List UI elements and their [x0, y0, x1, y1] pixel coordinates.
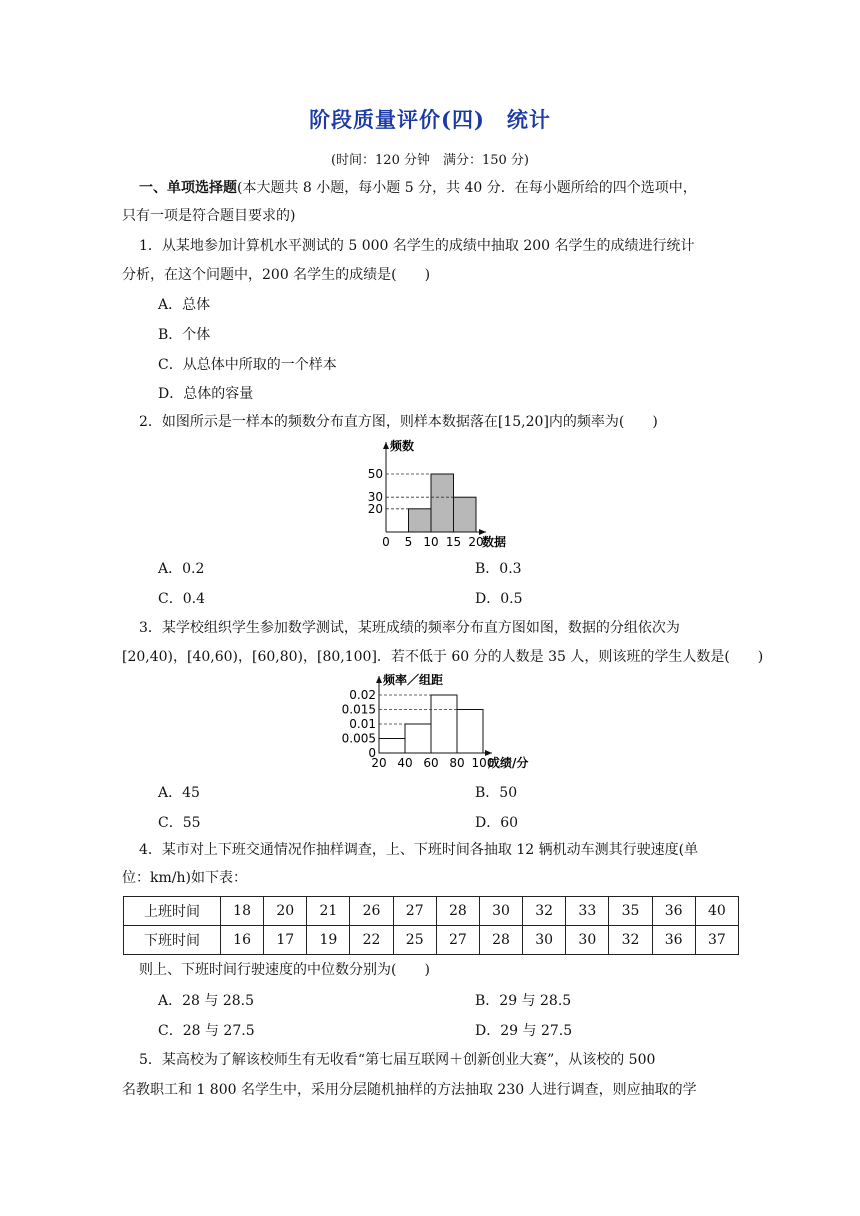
y-tick-label: 50	[367, 467, 383, 481]
y-tick-label: 0	[368, 746, 376, 760]
histogram-bar	[454, 497, 477, 532]
section-heading: 一、单项选择题	[139, 180, 237, 196]
table-cell: 21	[307, 897, 350, 926]
page-title: 阶段质量评价(四) 统计	[309, 107, 551, 132]
q3-option-d: D．60	[475, 815, 519, 831]
histogram-bar	[431, 695, 457, 753]
x-tick-label: 15	[445, 535, 462, 549]
q2-stem: 2．如图所示是一样本的频数分布直方图，则样本数据落在[15,20]内的频率为( )	[139, 414, 658, 430]
histogram-bar	[409, 509, 432, 532]
table-cell: 40	[695, 897, 738, 926]
y-axis-label: 频率／组距	[383, 673, 444, 687]
x-tick-label: 20	[468, 535, 484, 549]
y-tick-label: 20	[367, 501, 383, 516]
table-cell: 17	[264, 926, 307, 955]
table-cell: 37	[695, 926, 738, 955]
table-cell: 33	[566, 897, 609, 926]
q3-stem-cont: [20,40)，[40,60)，[60,80)，[80,100]．若不低于 60 分的人数是 35 人，则该班的学生人数是( )	[122, 649, 764, 665]
x-tick-label: 80	[449, 756, 465, 770]
q3-option-a: A．45	[158, 785, 200, 801]
table-cell: 18	[221, 897, 264, 926]
q1-stem: 1．从某地参加计算机水平测试的 5 000 名学生的成绩中抽取 200 名学生的成绩进行统计	[139, 238, 695, 254]
table-cell: 32	[523, 897, 566, 926]
q4-stem: 4．某市对上下班交通情况作抽样调查，上、下班时间各抽取 12 辆机动车测其行驶速度(单	[139, 842, 699, 858]
q1-option-d: D．总体的容量	[158, 386, 254, 402]
x-axis-label: 成绩/分	[488, 756, 529, 770]
histogram-bar	[405, 724, 431, 753]
table-cell: 27	[393, 897, 436, 926]
q5-stem: 5．某高校为了解该校师生有无收看“第七届互联网＋创新创业大赛”，从该校的 500	[139, 1052, 656, 1068]
histogram-bar	[379, 739, 405, 754]
y-axis-label: 频数	[390, 439, 415, 453]
q1-stem-cont: 分析，在这个问题中，200 名学生的成绩是( )	[122, 267, 431, 283]
table-row	[124, 897, 739, 926]
table-cell: 30	[523, 926, 566, 955]
y-tick-label: 0.02	[349, 688, 376, 702]
q3-option-b: B．50	[475, 785, 518, 801]
table-cell: 16	[221, 926, 264, 955]
table-cell: 30	[479, 897, 522, 926]
table-cell: 26	[350, 897, 393, 926]
table-row	[124, 926, 739, 955]
speed-table	[123, 896, 739, 955]
table-cell: 30	[566, 926, 609, 955]
table-cell: 36	[652, 897, 695, 926]
q2-option-d: D．0.5	[475, 591, 523, 607]
table-cell: 35	[609, 897, 652, 926]
q3-option-c: C．55	[158, 815, 201, 831]
q4-question: 则上、下班时间行驶速度的中位数分别为( )	[139, 962, 430, 978]
table-cell: 22	[350, 926, 393, 955]
x-tick-label: 100	[471, 756, 495, 770]
row-label: 下班时间	[124, 926, 221, 955]
table-cell: 25	[393, 926, 436, 955]
q1-option-b: B．个体	[158, 327, 211, 343]
q2-option-b: B．0.3	[475, 561, 522, 577]
section-description-cont: 只有一项是符合题目要求的)	[122, 208, 296, 224]
histogram-bar	[431, 474, 454, 532]
table-cell: 36	[652, 926, 695, 955]
histogram-frequency	[360, 436, 525, 552]
histogram-bar	[457, 710, 483, 754]
q4-stem-cont: 位：km/h)如下表：	[122, 870, 247, 886]
x-tick-label: 5	[404, 535, 413, 549]
q2-option-a: A．0.2	[158, 561, 205, 577]
histogram-frequency-density-plot	[342, 672, 529, 770]
q4-option-c: C．28 与 27.5	[158, 1023, 255, 1039]
table-cell: 19	[307, 926, 350, 955]
q1-option-a: A．总体	[158, 297, 211, 313]
q1-option-c: C．从总体中所取的一个样本	[158, 357, 337, 373]
q2-option-c: C．0.4	[158, 591, 205, 607]
q5-stem-cont: 名教职工和 1 800 名学生中，采用分层随机抽样的方法抽取 230 人进行调查，则应抽取的学	[122, 1082, 697, 1098]
y-tick-label: 30	[367, 490, 383, 505]
q3-stem: 3．某学校组织学生参加数学测试，某班成绩的频率分布直方图如图，数据的分组依次为	[139, 620, 680, 636]
table-cell: 32	[609, 926, 652, 955]
table-cell: 27	[436, 926, 479, 955]
x-tick-label: 60	[423, 756, 439, 770]
y-axis-arrow	[376, 676, 382, 683]
exam-time-info: (时间：120 分钟 满分：150 分)	[330, 153, 530, 168]
section-description: (本大题共 8 小题，每小题 5 分，共 40 分．在每小题所给的四个选项中，	[237, 180, 697, 196]
q4-option-b: B．29 与 28.5	[475, 993, 572, 1009]
table-cell: 28	[436, 897, 479, 926]
x-tick-label: 0	[382, 535, 390, 549]
y-axis-arrow	[383, 442, 389, 449]
x-tick-label: 40	[397, 756, 413, 770]
x-tick-label: 20	[371, 756, 387, 770]
y-tick-label: 0.005	[341, 731, 376, 746]
table-cell: 20	[264, 897, 307, 926]
row-label: 上班时间	[124, 897, 221, 926]
q4-option-d: D．29 与 27.5	[475, 1023, 573, 1039]
q4-option-a: A．28 与 28.5	[158, 993, 254, 1009]
histogram-frequency-density	[330, 670, 550, 776]
table-cell: 28	[479, 926, 522, 955]
histogram-frequency-plot	[368, 438, 506, 549]
y-tick-label: 0.015	[341, 702, 376, 717]
section-heading-line	[139, 178, 759, 198]
y-tick-label: 0.01	[349, 717, 376, 731]
x-axis-label: 数据	[482, 535, 507, 549]
x-tick-label: 10	[423, 535, 439, 549]
